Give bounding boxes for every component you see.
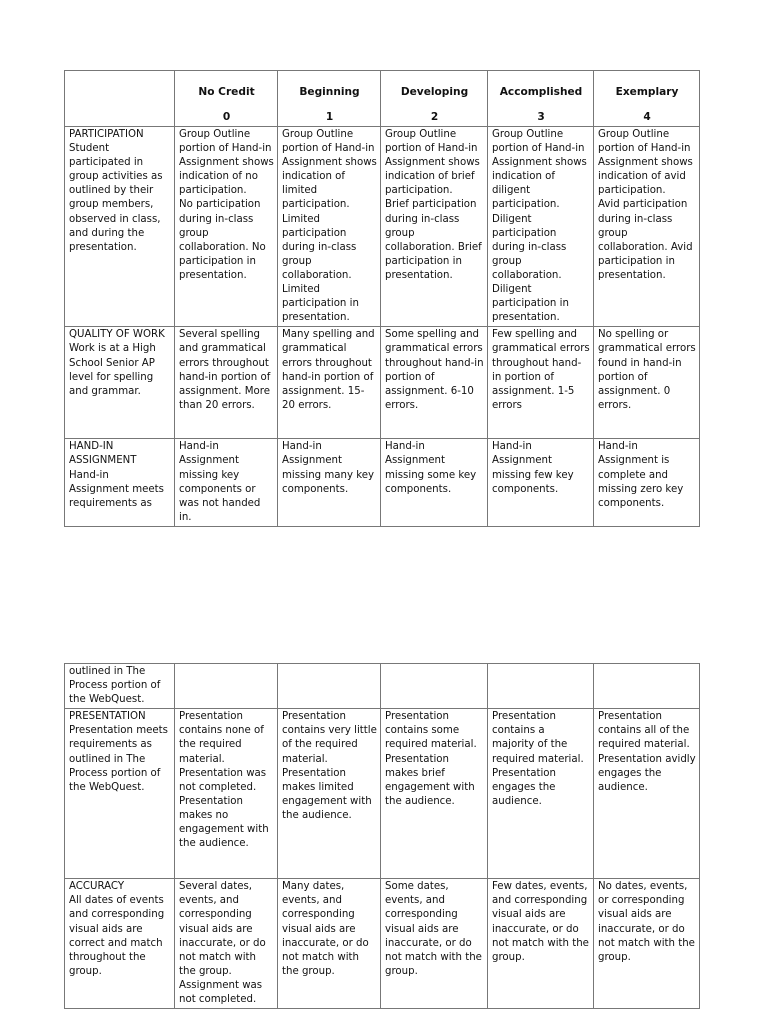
rubric-table-part-1 (64, 70, 700, 527)
rubric-cell (488, 327, 594, 439)
rubric-cell (488, 664, 594, 709)
rubric-cell (175, 327, 278, 439)
cell-text: Avid participation during in-class group collaboration. Avid participation in presentation. (598, 199, 693, 281)
rubric-cell (175, 709, 278, 879)
cell-text: Presentation contains very little of the required material. (282, 711, 377, 765)
criteria-cell (65, 709, 175, 879)
rubric-cell (488, 879, 594, 1009)
cell-text: Presentation was not completed. (179, 767, 267, 793)
cell-text: Many dates, events, and corresponding visual aids are inaccurate, or do not match with the group. (282, 881, 369, 977)
rubric-cell (278, 709, 381, 879)
cell-text: Hand-in Assignment missing some key components. (385, 441, 477, 495)
cell-text: Presentation contains a majority of the required material. (492, 711, 584, 765)
rubric-cell (381, 439, 488, 527)
rubric-cell (175, 439, 278, 527)
cell-text: Presentation contains some required material. (385, 711, 477, 751)
rubric-cell (278, 327, 381, 439)
cell-text: Group Outline portion of Hand-in Assignment shows indication of diligent participation. (492, 129, 587, 211)
row-participation (65, 127, 700, 327)
cell-text: Presentation makes limited engagement with the audience. (282, 767, 372, 821)
cell-text: Group Outline portion of Hand-in Assignment shows indication of avid participation. (598, 129, 693, 197)
cell-text: Brief participation during in-class group collaboration. Brief participation in presentation. (385, 199, 482, 281)
cell-text: Hand-in Assignment meets requirements as (69, 469, 164, 509)
cell-text: Hand-in Assignment missing few key components. (492, 441, 574, 495)
criteria-cell (65, 327, 175, 439)
cell-text: HAND-IN ASSIGNMENT (69, 441, 137, 467)
cell-text: Diligent participation during in-class group collaboration. Diligent participation in presentation. (492, 213, 569, 324)
rubric-cell (278, 664, 381, 709)
cell-text: Limited participation during in-class group collaboration. Limited participation in presentation. (282, 213, 359, 324)
cell-text: Some dates, events, and corresponding visual aids are inaccurate, or do not match with the group. (385, 881, 482, 977)
cell-text: No spelling or grammatical errors found in hand-in portion of assignment. 0 errors. (598, 329, 696, 411)
rubric-cell (175, 127, 278, 327)
rubric-cell (594, 879, 700, 1009)
cell-text: Work is at a High School Senior AP level for spelling and grammar. (69, 343, 156, 397)
row-hand-in-assignment (65, 439, 700, 527)
cell-text: Many spelling and grammatical errors throughout hand-in portion of assignment. 15-20 errors. (282, 329, 375, 411)
cell-text: Group Outline portion of Hand-in Assignment shows indication of limited participation. (282, 129, 377, 211)
cell-text: Few dates, events, and corresponding visual aids are inaccurate, or do not match with the group. (492, 881, 589, 963)
criteria-cell (65, 879, 175, 1009)
rubric-cell (381, 327, 488, 439)
rubric-cell (278, 879, 381, 1009)
cell-text: PRESENTATION (69, 711, 146, 723)
header-cell-criteria (65, 71, 175, 127)
criteria-cell (65, 439, 175, 527)
cell-text: Presentation makes brief engagement with the audience. (385, 753, 475, 807)
rubric-cell (488, 127, 594, 327)
header-cell-developing: Developing 2 (381, 71, 488, 127)
cell-text: Group Outline portion of Hand-in Assignment shows indication of no participation. (179, 129, 274, 197)
cell-text: Hand-in Assignment is complete and missing zero key components. (598, 441, 684, 509)
cell-text: Some spelling and grammatical errors throughout hand-in portion of assignment. 6-10 errors. (385, 329, 484, 411)
rubric-cell (594, 327, 700, 439)
rubric-cell (381, 664, 488, 709)
cell-text: outlined in The Process portion of the WebQuest. (69, 666, 161, 706)
cell-text: Presentation meets requirements as outlined in The Process portion of the WebQuest. (69, 725, 168, 793)
rubric-cell (488, 439, 594, 527)
header-cell-exemplary: Exemplary 4 (594, 71, 700, 127)
header-cell-beginning: Beginning 1 (278, 71, 381, 127)
rubric-cell (175, 664, 278, 709)
cell-text: Presentation contains none of the required material. (179, 711, 264, 765)
cell-text: Hand-in Assignment missing many key components. (282, 441, 375, 495)
row-accuracy (65, 879, 700, 1009)
criteria-cell (65, 664, 175, 709)
rubric-cell (594, 709, 700, 879)
rubric-cell (594, 664, 700, 709)
rubric-cell (594, 439, 700, 527)
cell-text: Group Outline portion of Hand-in Assignment shows indication of brief participation. (385, 129, 480, 197)
cell-text: ACCURACY (69, 881, 125, 893)
rubric-cell (381, 127, 488, 327)
cell-text: Assignment was not completed. (179, 979, 263, 1006)
cell-text: Hand-in Assignment missing key components or was not handed in. (179, 441, 261, 523)
header-row (65, 71, 700, 127)
cell-text: Presentation engages the audience. (492, 767, 556, 807)
cell-text: Student participated in group activities as outlined by their group members, observed in class, and during the presentation. (69, 143, 163, 253)
rubric-cell (381, 709, 488, 879)
cell-text: All dates of events and corresponding visual aids are correct and match throughout the group. (69, 895, 165, 977)
header-cell-no-credit: No Credit 0 (175, 71, 278, 127)
rubric-cell (381, 879, 488, 1009)
cell-text: Presentation contains all of the required material. (598, 711, 690, 751)
header-cell-accomplished: Accomplished 3 (488, 71, 594, 127)
criteria-cell (65, 127, 175, 327)
rubric-cell (278, 439, 381, 527)
rubric-cell (594, 127, 700, 327)
cell-text: Several dates, events, and corresponding visual aids are inaccurate, or do not match with the group. (179, 881, 266, 977)
cell-text: Few spelling and grammatical errors throughout hand-in portion of assignment. 1-5 errors (492, 329, 590, 411)
rubric-cell (175, 879, 278, 1009)
rubric-cell (278, 127, 381, 327)
cell-text: Presentation makes no engagement with the audience. (179, 795, 269, 850)
rubric-table-part-2 (64, 663, 700, 1009)
row-hand-in-continued (65, 664, 700, 709)
rubric-cell (488, 709, 594, 879)
cell-text: QUALITY OF WORK (69, 329, 165, 341)
row-quality-of-work (65, 327, 700, 439)
cell-text: No participation during in-class group collaboration. No participation in presentation. (179, 199, 266, 281)
cell-text: Presentation avidly engages the audience. (598, 753, 696, 793)
cell-text: No dates, events, or corresponding visual aids are inaccurate, or do not match with the group. (598, 881, 695, 963)
row-presentation (65, 709, 700, 879)
cell-text: Several spelling and grammatical errors throughout hand-in portion of assignment. More than 20 errors. (179, 329, 271, 411)
cell-text: PARTICIPATION (69, 129, 144, 140)
